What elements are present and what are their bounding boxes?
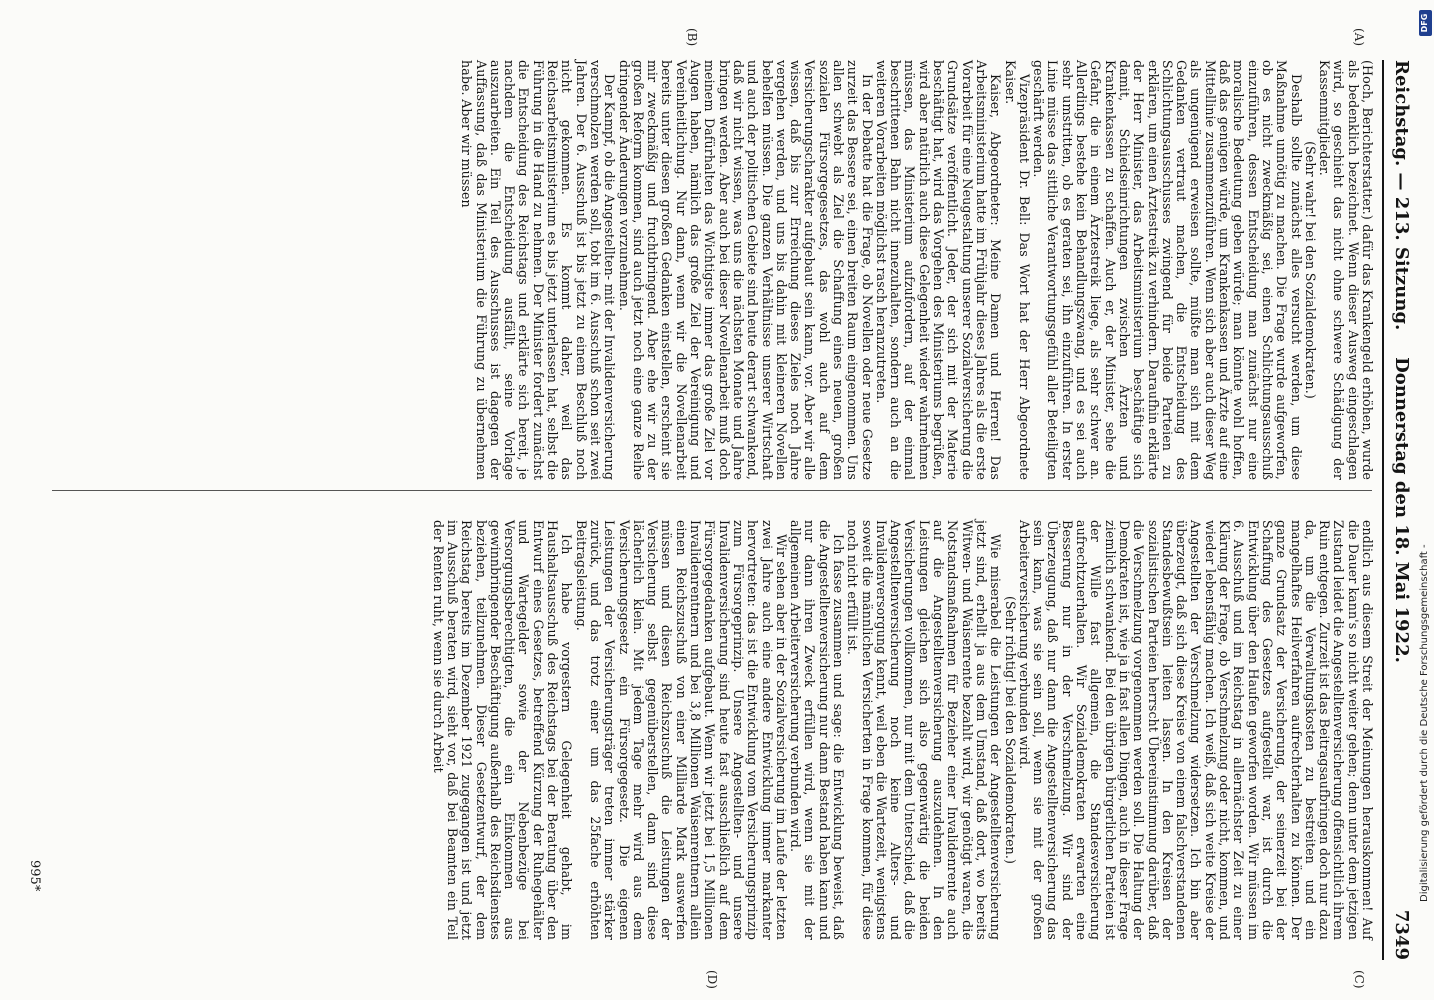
- margin-marker-c: (C): [1352, 970, 1366, 989]
- credit-line: Digitalisierung gefördert durch die Deutsche Forschungsgemeinschaft -: [1419, 544, 1430, 902]
- left-text-column: [459, 60, 1374, 480]
- paragraph: Ich fasse zusammen und sage: die Entwicklung beweist, daß die Angestelltenversicherung nur dann Bestand haben kann und nur dann ihren Zweck erfüllen wird, wenn sie mit der allgemeinen Arbeiterversicherung verbunden wird.: [788, 520, 847, 940]
- paragraph: Vizepräsident Dr. Bell: Das Wort hat der Herr Abgeordnete Kaiser.: [1002, 60, 1032, 480]
- page-header: [1388, 60, 1414, 960]
- header-date: Donnerstag den 18. Mai 1922.: [1391, 357, 1412, 663]
- paragraph: endlich aus diesem Streit der Meinungen herauskommen! Auf die Dauer kann's so nicht weiter gehen; denn unter dem jetzigen Zustand leidet die Angestelltenversicherung offensichtlich ihrem Ruin entgegen. Zurzeit ist das Beitragsaufbringen doch nur dazu da, um die Verwaltungskosten zu bestreiten und ein mangelhaftes Heilverfahren aufrechterhalten zu können. Der ganze Grundsatz der Versicherung, der seinerzeit bei der Schaffung des Gesetzes aufgestellt war, ist durch die Entwicklung über den Haufen geworfen worden. Wir müssen im 6. Ausschuß und im Reichstag in allernächster Zeit zu einer Klärung der Frage, ob Verschmelzung oder nicht, kommen, und wieder lebensfähig machen. Ich weiß, daß sich weite Kreise der Angestellten der Verschmelzung widersetzen. Ich bin aber überzeugt, daß sich diese Kreise von einem falschverstandenen Standesbewußtsein leiten lassen. In den Kreisen der sozialistischen Parteien herrscht Übereinstimmung darüber, daß die Verschmelzung vorgenommen werden soll. Die Haltung der Demokraten ist, wie ja in fast allen Dingen, auch in dieser Frage ziemlich schwankend. Bei den übrigen bürgerlichen Parteien ist der Wille fast allgemein, die Standesversicherung aufrechtzuerhalten. Wir Sozialdemokraten erwarten eine Besserung nur in der Verschmelzung. Wir sind der Überzeugung, daß nur dann die Angestelltenversicherung das sein kann, was sie sein soll, wenn sie mit der großen Arbeiterversicherung verbunden wird.: [1016, 520, 1375, 940]
- interjection: (Sehr wahr! bei den Sozialdemokraten.): [1302, 141, 1318, 399]
- margin-marker-b: (B): [685, 28, 699, 47]
- column-divider: [52, 490, 1372, 491]
- paragraph: Wir sehen aber in der Sozialversicherung im Laufe der letzten zwei Jahre auch eine andere Entwicklung immer markanter hervortreten: das ist die Entwicklung vom Versicherungsprinzip zum Fürsorgeprinzip. Unsere Angestellten- und unsere Invalidenversicherung sind heute fast ausschließlich auf dem Fürsorgegedanken aufgebaut. Wenn wir jetzt bei 1,5 Millionen Invalidenrentnern und bei 3,8 Millionen Waisenrentnern allein einen Reichszuschuß von einer Milliarde Mark auswerfen müssen und diesen Reichszuschuß die Leistungen der Versicherung selbst gegenüberstellen, dann sind diese lächerlich klein. Mit jedem Tage mehr wird aus dem Versicherungsgesetz ein Fürsorgegesetz. Die eigenen Leistungen der Versicherungsträger treten immer stärker zurück, und das trotz einer um das 25fache erhöhten Beitragsleistung.: [573, 520, 789, 940]
- paragraph: Der Kampf, ob die Angestellten- mit der Invalidenversicherung verschmolzen werden soll, tobt im 6. Ausschuß schon seit zwei Jahren. Der 6. Ausschuß ist bis jetzt zu einem Beschluß noch nicht gekommen. Es kommt daher, weil das Reichsarbeitsministerium es bis jetzt unterlassen hat, selbst die Führung in die Hand zu nehmen. Der Minister fordert zunächst die Entscheidung des Reichstags und erklärte sich bereit, je nachdem die Entscheidung ausfällt, seine Vorlage auszuarbeiten. Ein Teil des Ausschusses ist dagegen der Auffassung, daß das Ministerium die Führung zu übernehmen habe. Aber wir müssen: [459, 60, 618, 480]
- right-text-column: [430, 520, 1374, 940]
- paragraph: Kaiser, Abgeordneter: Meine Damen und Herren! Das Arbeitsministerium hatte im Frühjahr dieses Jahres als die erste Vorarbeit für eine Neugestaltung unserer Sozialversicherung die Grundsätze veröffentlicht. Jeder, der sich mit der Materie beschäftigt hat, wird das Vorgehen des Ministeriums begrüßen, wird aber natürlich auch diese Gelegenheit wieder wahrnehmen müssen, das Ministerium aufzufordern, auf der einmal beschrittenen Bahn nicht innezuhalten, sondern auch an die weiteren Vorarbeiten möglichst rasch heranzutreten.: [873, 60, 1004, 480]
- interjection: (Sehr richtig! bei den Sozialdemokraten.): [1002, 596, 1018, 864]
- header-left: Reichstag. — 213. Sitzung.: [1391, 60, 1412, 331]
- margin-marker-a: (A): [1352, 28, 1366, 47]
- paragraph: (Hoch, Berichterstatter.) dafür das Krankengeld erhöhen, wurde als bedenklich bezeichnet. Wenn dieser Ausweg eingeschlagen wird, so geschieht das nicht ohne schwere Schädigung der Kassenmitglieder.: [1317, 60, 1375, 480]
- dfg-logo-text: DFG: [1420, 13, 1429, 33]
- credit-strip: [1418, 8, 1432, 902]
- margin-marker-d: (D): [705, 970, 719, 989]
- paragraph: Ich habe vorgestern Gelegenheit gehabt, im Haushaltsausschuß des Reichstags bei der Beratung über den Entwurf eines Gesetzes, betreffend Kürzung der Ruhegehälter und Wartegelder sowie der Nebenbezüge bei Versorgungsberechtigten, die ein Einkommen aus gewinnbringender Beschäftigung außerhalb des Reichsdienstes beziehen, teilzunehmen. Dieser Gesetzentwurf, der dem Reichstag bereits im Dezember 1921 zugegangen ist und jetzt im Ausschuß beraten wird, sieht vor, daß bei Beamten ein Teil der Renten ruht, wenn sie durch Arbeit: [430, 520, 575, 940]
- paragraph: In der Debatte hat die Frage, ob Novellen oder neue Gesetze zurzeit das Bessere sei, einen breiten Raum eingenommen. Uns allen schwebt als Ziel die Schaffung eines neuen, großen sozialen Fürsorgegesetzes, das wohl auch auf dem Versicherungscharakter aufgebaut sein kann, vor. Aber wir alle wissen, daß bis zur Erreichung dieses Zieles noch Jahre vergehen werden, und uns bis dahin mit kleineren Novellen behelfen müssen. Die ganzen Verhältnisse unserer Wirtschaft und auch der politischen Gebiete sind heute derart schwankend, daß wir nicht wissen, was uns die nächsten Monate und Jahre bringen werden. Aber auch bei dieser Novellenarbeit muß doch meinem Dafürhalten das Wichtigste immer das große Ziel vor Augen haben, nämlich das große Ziel der Vereinigung und Vereinheitlichung. Nur dann, wenn wir die Novellenarbeit bereits unter diesen großen Gedanken einstellen, erscheint sie mir zweckmäßig und fruchtbringend. Aber ehe wir zu der großen Reform kommen, sind auch jetzt noch eine ganze Reihe dringender Änderungen vorzunehmen.: [616, 60, 875, 480]
- paragraph: Deshalb sollte zunächst alles versucht werden, um diese Maßnahme unnötig zu machen. Die Frage wurde aufgeworfen, ob es nicht zweckmäßig sei, einen Schlichtungsausschuß einzuführen, dessen Entscheidung man zunächst nur eine moralische Bedeutung geben würde; man könnte wohl hoffen, daß das genügen würde, um Krankenkassen und Ärzte auf eine Mittellinie zusammenzuführen. Wenn sich aber auch dieser Weg als ungenügend erweisen sollte, müßte man sich mit dem Gedanken vertraut machen, die Entscheidung des Schlichtungsausschusses zwingend für beide Parteien zu erklären, um einen Ärztestreik zu verhindern. Daraufhin erklärte der Herr Minister, das Arbeitsministerium beschäftige sich damit, Schiedseinrichtungen zwischen Ärzten und Krankenkassen zu schaffen. Auch er, der Minister, sehe die Gefahr, die in einem Ärztestreik liege, als sehr schwer an. Allerdings bestehe kein Behandlungszwang, und es sei auch sehr umstritten, ob es geraten sei, ihn einzuführen. In erster Linie müsse das sittliche Verantwortungsgefühl aller Beteiligten geschärft werden.: [1031, 60, 1304, 480]
- paragraph: Wie miserabel die Leistungen der Angestelltenversicherung jetzt sind, erhellt ja aus dem Umstand, daß dort, wo bereits Witwen- und Waisenrente bezahlt wird, wir genötigt waren, die Notstandsmaßnahmen für Bezieher einer Invalidenrente auch auf die Angestelltenversicherung auszudehnen. In den Leistungen gleichen sich also gegenwärtig die beiden Versicherungen vollkommen, nur mit dem Unterschied, daß die Angestelltenversicherung noch keine Alters- und Invalidenversorgung kennt, weil eben die Wartezeit, wenigstens soweit die männlichen Versicherten in Frage kommen, für diese noch nicht erfüllt ist.: [845, 520, 1004, 940]
- page-code: 995*: [27, 860, 42, 892]
- header-rule: [1382, 60, 1384, 960]
- page-number: 7349: [1391, 909, 1412, 960]
